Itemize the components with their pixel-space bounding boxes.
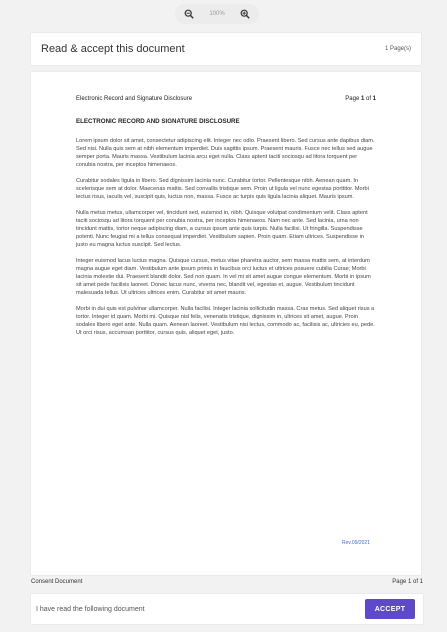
zoom-out-button[interactable] xyxy=(181,6,197,22)
zoom-level: 100% xyxy=(209,11,225,17)
accept-button[interactable]: ACCEPT xyxy=(365,599,415,619)
zoom-in-icon xyxy=(240,9,250,19)
document-running-title: Electronic Record and Signature Disclosure xyxy=(76,96,193,102)
document-running-header xyxy=(76,96,376,102)
acceptance-bar xyxy=(31,594,423,624)
document-paragraph: Morbi in dui quis est pulvinar ullamcorper. Nulla facilisi. Integer lacinia sollicitudin massa. Cras metus. Sed aliquet risus a tortor. Integer id quam. Morbi mi. Quisque nisl felis, venenatis tristique, dignissim in, ultrices sit amet, augue. Proin sodales libero eget ante. Nulla quam. Aenean laoreet. Vestibulum nisi lectus, commodo ac, facilisis ac, ultricies eu, pede. Ut orci risus, accumsan porttitor, cursus quis, aliquet eget, justo. xyxy=(76,306,375,336)
acknowledgement-label: I have read the following document xyxy=(36,605,145,613)
zoom-in-button[interactable] xyxy=(237,6,253,22)
revision-label: Rev.09/2021 xyxy=(342,540,370,546)
document-heading: ELECTRONIC RECORD AND SIGNATURE DISCLOSURE xyxy=(76,118,240,125)
document-header xyxy=(31,33,421,65)
document-body xyxy=(76,137,376,345)
document-viewer[interactable] xyxy=(31,72,421,575)
zoom-toolbar xyxy=(175,4,259,24)
page-title: Read & accept this document xyxy=(41,43,185,55)
consent-document-label: Consent Document xyxy=(31,579,83,585)
document-paragraph: Integer euismod lacus luctus magna. Quisque cursus, metus vitae pharetra auctor, sem massa mattis sem, at interdum magna augue eget diam. Vestibulum ante ipsum primis in faucibus orci luctus et ultrices posuere cubilia Curae; Morbi lacinia molestie dui. Praesent blandit dolor. Sed non quam. In vel mi sit amet augue congue elementum. Morbi in ipsum sit amet pede facilisis laoreet. Donec lacus nunc, viverra nec, blandit vel, egestas et, augue. Vestibulum tincidunt malesuada tellus. Ut ultrices ultrices enim. Curabitur sit amet mauris. xyxy=(76,258,371,296)
document-paragraph: Nulla metus metus, ullamcorper vel, tincidunt sed, euismod in, nibh. Quisque volutpat condimentum velit. Class aptent taciti sociosqu ad litora torquent per conubia nostra, per inceptos himenaeos. Nam nec ante. Sed lacinia, urna non tincidunt mattis, tortor neque adipiscing diam, a cursus ipsum ante quis turpis. Nulla facilisi. Ut fringilla. Suspendisse potenti. Nunc feugiat mi a tellus consequat imperdiet. Vestibulum sapien. Proin quam. Etiam ultrices. Suspendisse in justo eu magna luctus suscipit. Sed lectus. xyxy=(76,210,368,248)
document-footer xyxy=(31,579,423,585)
document-paragraph: Curabitur sodales ligula in libero. Sed dignissim lacinia nunc. Curabitur tortor. Pellentesque nibh. Aenean quam. In scelerisque sem at dolor. Maecenas mattis. Sed convallis tristique sem. Proin ut ligula vel nunc egestas porttitor. Morbi lectus risus, iaculis vel, suscipit quis, luctus non, massa. Fusce ac turpis quis ligula lacinia aliquet. Mauris ipsum. xyxy=(76,178,369,200)
footer-page-indicator: Page 1 of 1 xyxy=(392,579,423,585)
page-count: 1 Page(s) xyxy=(384,46,411,52)
document-page-indicator: Page 1 of 1 xyxy=(345,96,376,102)
document-paragraph: Lorem ipsum dolor sit amet, consectetur adipiscing elit. Integer nec odio. Praesent libero. Sed cursus ante dapibus diam. Sed nisi. Nulla quis sem at nibh elementum imperdiet. Duis sagittis ipsum. Praesent mauris. Fusce nec tellus sed augue semper porta. Mauris massa. Vestibulum lacinia arcu eget nulla. Class aptent taciti sociosqu ad litora torquent per conubia nostra, per inceptos himenaeos. xyxy=(76,138,375,168)
zoom-out-icon xyxy=(184,9,194,19)
